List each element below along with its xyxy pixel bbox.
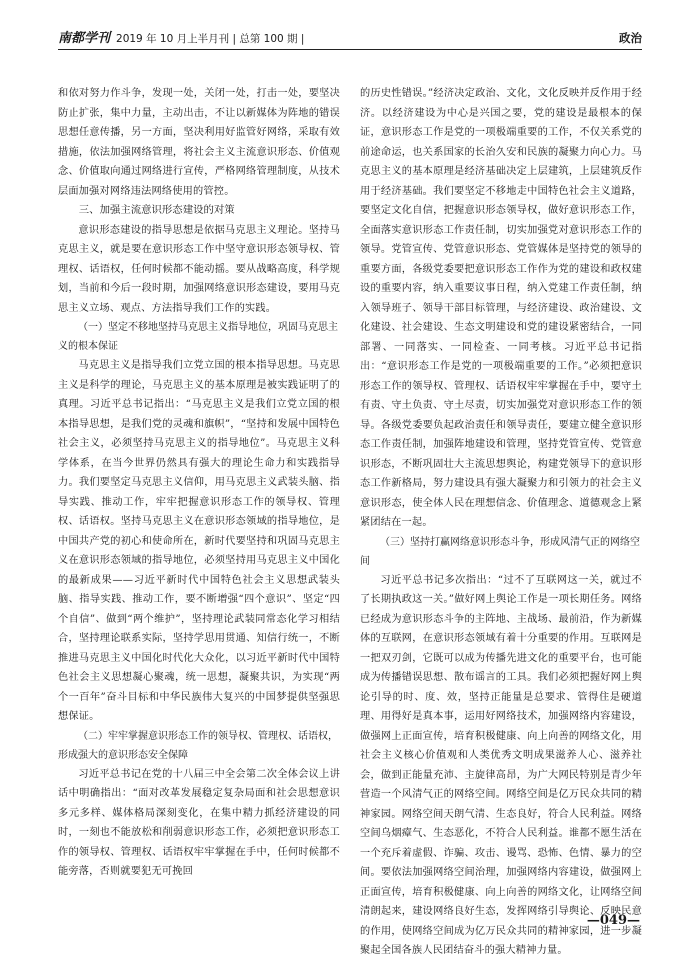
subsection-heading: （一）坚定不移地坚持马克思主义指导地位，巩固马克思主义的根本保证: [58, 322, 338, 352]
journal-logo: 南都学刊: [58, 31, 111, 46]
subsection-heading: （二）牢牢掌握意识形态工作的领导权、管理权、话语权，形成强大的意识形态安全保障: [58, 730, 338, 761]
paragraph: 和依对努力作斗争，发现一处，关闭一处，打击一处，要坚决防止扩张，集中力量，主动出击，不让以新媒体为阵地的错误思想任意传播，另一方面，坚决利用好监管好网络，采取有效措施，依法加强网络管理，将社会主义主流意识形态、价值观念、价值取向通过网络进行宣传，严格网络管理制度，从技术层面加强对网络违法网络使用的管控。: [58, 88, 340, 197]
page-header: [58, 22, 642, 50]
section-label: 政治: [619, 31, 642, 45]
paragraph: 习近平总书记在党的十八届三中全会第二次全体会议上讲话中明确指出：“面对改革发展稳定复杂局面和社会思想意识多元多样、媒体格局深刻变化，在集中精力抓经济建设的同时，一刻也不能放松和削弱意识形态工作，必须把意识形态工作的领导权、管理权、话语权牢牢掌握在手中，任何时候都不能旁落，否则就要犯无可挽回: [58, 768, 340, 877]
paragraph: 的历史性错误。”经济决定政治、文化，文化反映并反作用于经济。以经济建设为中心是兴国之要，党的建设是最根本的保证，意识形态工作是党的一项极端重要的工作，不仅关系党的前途命运，也关系国家的长治久安和民族的凝聚力向心力。马克思主义的基本原理是经济基础决定上层建筑，上层建筑反作用于经济基础。我们要坚定不移地走中国特色社会主义道路，要坚定文化自信，把握意识形态领导权，做好意识形态工作，全面落实意识形态工作责任制，切实加强党对意识形态工作的领导。党管宣传、党管意识形态、党管媒体是坚持党的领导的重要方面，各级党委要把意识形态工作作为党的建设和政权建设的重要内容，纳入重要议事日程，纳入党建工作责任制，纳入领导班子、领导干部目标管理，与经济建设、政治建设、文化建设、社会建设、生态文明建设和党的建设紧密结合，一同部署、一同落实、一同检查、一同考核。习近平总书记指出：“意识形态工作是党的一项极端重要的工作。”必须把意识形态工作的领导权、管理权、话语权牢牢掌握在手中，要守土有责、守土负责、守土尽责，切实加强党对意识形态工作的领导。各级党委要负起政治责任和领导责任，要建立健全意识形态工作责任制，加强阵地建设和管理，坚持党管宣传、党管意识形态，不断巩固壮大主流思想舆论，构建党领导下的意识形态工作新格局，努力建设具有强大凝聚力和引领力的社会主义意识形态，使全体人民在理想信念、价值理念、道德观念上紧紧团结在一起。: [360, 88, 642, 528]
page-number: —049—: [586, 913, 640, 928]
subsection-heading: （三）坚持打赢网络意识形态斗争，形成风清气正的网络空间: [360, 536, 640, 567]
paragraph: 马克思主义是指导我们立党立国的根本指导思想。马克思主义是科学的理论，马克思主义的基本原理是被实践证明了的真理。习近平总书记指出：“马克思主义是我们立党立国的根本指导思想，是我们党的灵魂和旗帜”，“坚持和发展中国特色社会主义，必须坚持马克思主义的指导地位”。马克思主义科学体系，在当今世界仍然具有强大的理论生命力和实践指导力。我们要坚定马克思主义信仰，用马克思主义武装头脑、指导实践、推动工作，牢牢把握意识形态工作的领导权、管理权、话语权。坚持马克思主义在意识形态领域的指导地位，是中国共产党的初心和使命所在，新时代要坚持和巩固马克思主义在意识形态领域的指导地位，必须坚持用马克思主义中国化的最新成果——习近平新时代中国特色社会主义思想武装头脑、指导实践、推动工作，要不断增强“四个意识”、坚定“四个自信”、做到“两个维护”，坚持理论武装同常态化学习相结合，坚持理论联系实际，坚持学思用贯通、知信行统一，不断推进马克思主义中国化时代化大众化，以习近平新时代中国特色社会主义思想凝心聚魂，统一思想，凝聚共识，为实现“两个一百年”奋斗目标和中华民族伟大复兴的中国梦提供坚强思想保证。: [58, 360, 340, 722]
left-column: [58, 84, 340, 896]
paragraph: 意识形态建设的指导思想是依据马克思主义理论。坚持马克思主义，就是要在意识形态工作中坚守意识形态领导权、管理权、话语权，任何时候都不能动摇。要从战略高度，科学规划，当前和今后一段时期，加强网络意识形态建设，要用马克思主义立场、观点、方法指导我们工作的实践。: [58, 224, 340, 314]
header-left: [58, 27, 304, 46]
section-heading: 三、加强主流意识形态建设的对策: [78, 204, 235, 216]
paragraph: 习近平总书记多次指出：“过不了互联网这一关，就过不了长期执政这一关。”做好网上舆论工作是一项长期任务。网络已经成为意识形态斗争的主阵地、主战场、最前沿，作为新媒体的互联网，在意识形态领域有着十分重要的作用。互联网是一把双刃剑，它既可以成为传播先进文化的重要平台，也可能成为传播错误思想、散布谣言的工具。我们必须把握好网上舆论引导的时、度、效，坚持正能量是总要求、管得住是硬道理、用得好是真本事，运用好网络技术，加强网络内容建设，做强网上正面宣传，培育积极健康、向上向善的网络文化，用社会主义核心价值观和人类优秀文明成果滋养人心、滋养社会，做到正能量充沛、主旋律高昂，为广大网民特别是青少年营造一个风清气正的网络空间。网络空间是亿万民众共同的精神家园。网络空间天朗气清、生态良好，符合人民利益。网络空间乌烟瘴气、生态恶化，不符合人民利益。谁都不愿生活在一个充斥着虚假、诈骗、攻击、谩骂、恐怖、色情、暴力的空间。要依法加强网络空间治理，加强网络内容建设，做强网上正面宣传，培育积极健康、向上向善的网络文化，让网络空间清朗起来，建设网络良好生态，发挥网络引导舆论、反映民意的作用，使网络空间成为亿万民众共同的精神家园，进一步凝聚起全国各族人民团结奋斗的强大精神力量。: [360, 574, 642, 956]
issue-info: 2019 年 10 月上半月刊 | 总第 100 期 |: [116, 33, 305, 45]
